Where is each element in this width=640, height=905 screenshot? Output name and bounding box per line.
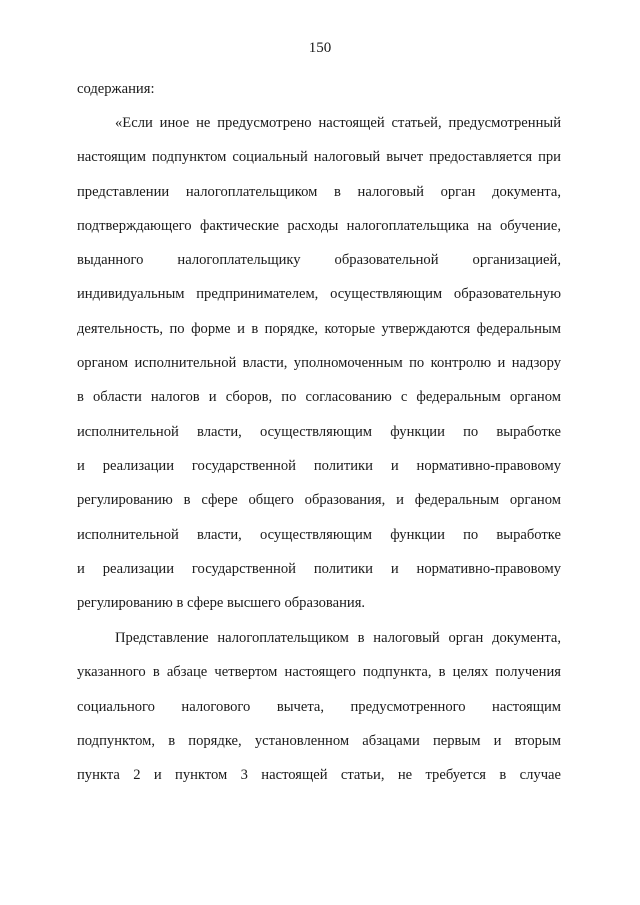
text-line: индивидуальным предпринимателем, осуществляющим образовательную xyxy=(77,286,561,303)
quoted-paragraph xyxy=(77,106,561,620)
text-line: регулированию в сфере высшего образования. xyxy=(77,595,366,612)
text-line: содержания: xyxy=(77,81,155,97)
text-line: исполнительной власти, осуществляющим функции по выработке xyxy=(77,526,561,543)
text-line: органом исполнительной власти, уполномоченным по контролю и надзору xyxy=(77,355,561,372)
text-line: регулированию в сфере общего образования, и федеральным органом xyxy=(77,492,561,509)
page-number: 150 xyxy=(308,40,332,56)
text-line: представлении налогоплательщиком в налоговый орган документа, xyxy=(77,183,561,200)
text-line: и реализации государственной политики и нормативно-правовому xyxy=(77,560,561,577)
text-line: выданного налогоплательщику образовательной организацией, xyxy=(77,252,561,269)
intro-paragraph xyxy=(77,72,561,106)
text-line: указанного в абзаце четвертом настоящего подпункта, в целях получения xyxy=(77,664,561,681)
text-line: подпунктом, в порядке, установленном абзацами первым и вторым xyxy=(77,732,561,749)
text-line: исполнительной власти, осуществляющим функции по выработке xyxy=(77,423,561,440)
text-line: пункта 2 и пунктом 3 настоящей статьи, не требуется в случае xyxy=(77,767,561,784)
second-paragraph xyxy=(77,621,561,792)
text-line: деятельность, по форме и в порядке, которые утверждаются федеральным xyxy=(77,320,561,337)
text-line: в области налогов и сборов, по согласованию с федеральным органом xyxy=(77,389,561,406)
text-line: подтверждающего фактические расходы налогоплательщика на обучение, xyxy=(77,217,561,234)
text-line: социального налогового вычета, предусмотренного настоящим xyxy=(77,698,561,715)
text-line: настоящим подпунктом социальный налоговый вычет предоставляется при xyxy=(77,149,561,166)
text-line: Представление налогоплательщиком в налоговый орган документа, xyxy=(115,630,561,646)
text-line: «Если иное не предусмотрено настоящей статьей, предусмотренный xyxy=(115,115,561,131)
text-line: и реализации государственной политики и нормативно-правовому xyxy=(77,457,561,474)
